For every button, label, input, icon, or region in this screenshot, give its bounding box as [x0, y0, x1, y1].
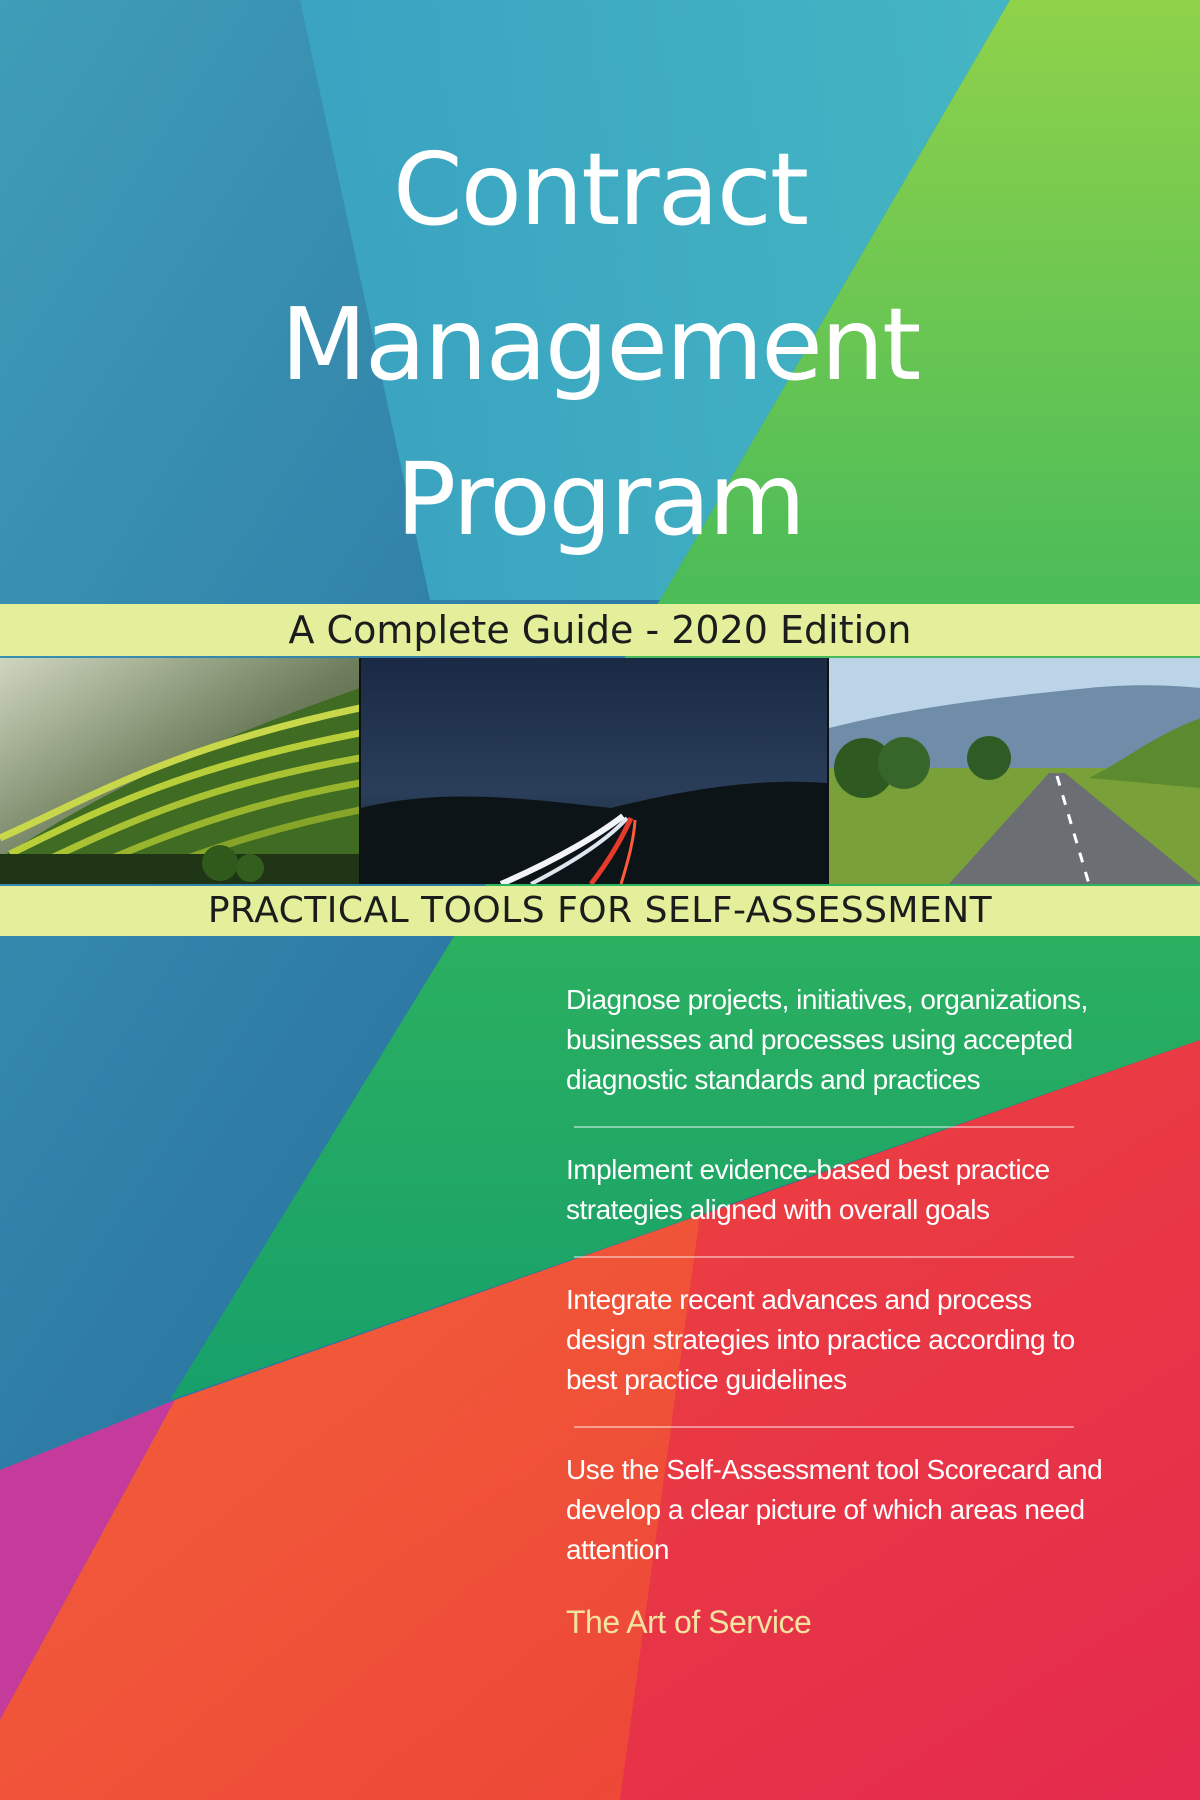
photo-strip	[0, 658, 1200, 884]
subtitle-band: A Complete Guide - 2020 Edition	[0, 604, 1200, 656]
feature-item-2: Implement evidence-based best practice strategies aligned with overall goals	[566, 1154, 1050, 1225]
feature-item-3: Integrate recent advances and process design strategies into practice according to best practice guidelines	[566, 1284, 1075, 1395]
title-line-3: Program	[396, 441, 804, 558]
feature-item-1: Diagnose projects, initiatives, organizations, businesses and processes using accepted diagnostic standards and practices	[566, 984, 1088, 1095]
feature-list	[566, 980, 1106, 1570]
publisher-name: The Art of Service	[566, 1604, 812, 1640]
country-road-photo	[829, 658, 1200, 884]
divider	[574, 1256, 1074, 1258]
title-line-2: Management	[280, 286, 920, 403]
night-highway-light-trails-photo	[359, 658, 828, 884]
rice-terraces-photo	[0, 658, 359, 884]
tagline-band: PRACTICAL TOOLS FOR SELF-ASSESSMENT	[0, 886, 1200, 936]
title-line-1: Contract	[392, 131, 808, 248]
divider	[574, 1426, 1074, 1428]
feature-item-4: Use the Self-Assessment tool Scorecard and develop a clear picture of which areas need attention	[566, 1454, 1103, 1565]
divider	[574, 1126, 1074, 1128]
